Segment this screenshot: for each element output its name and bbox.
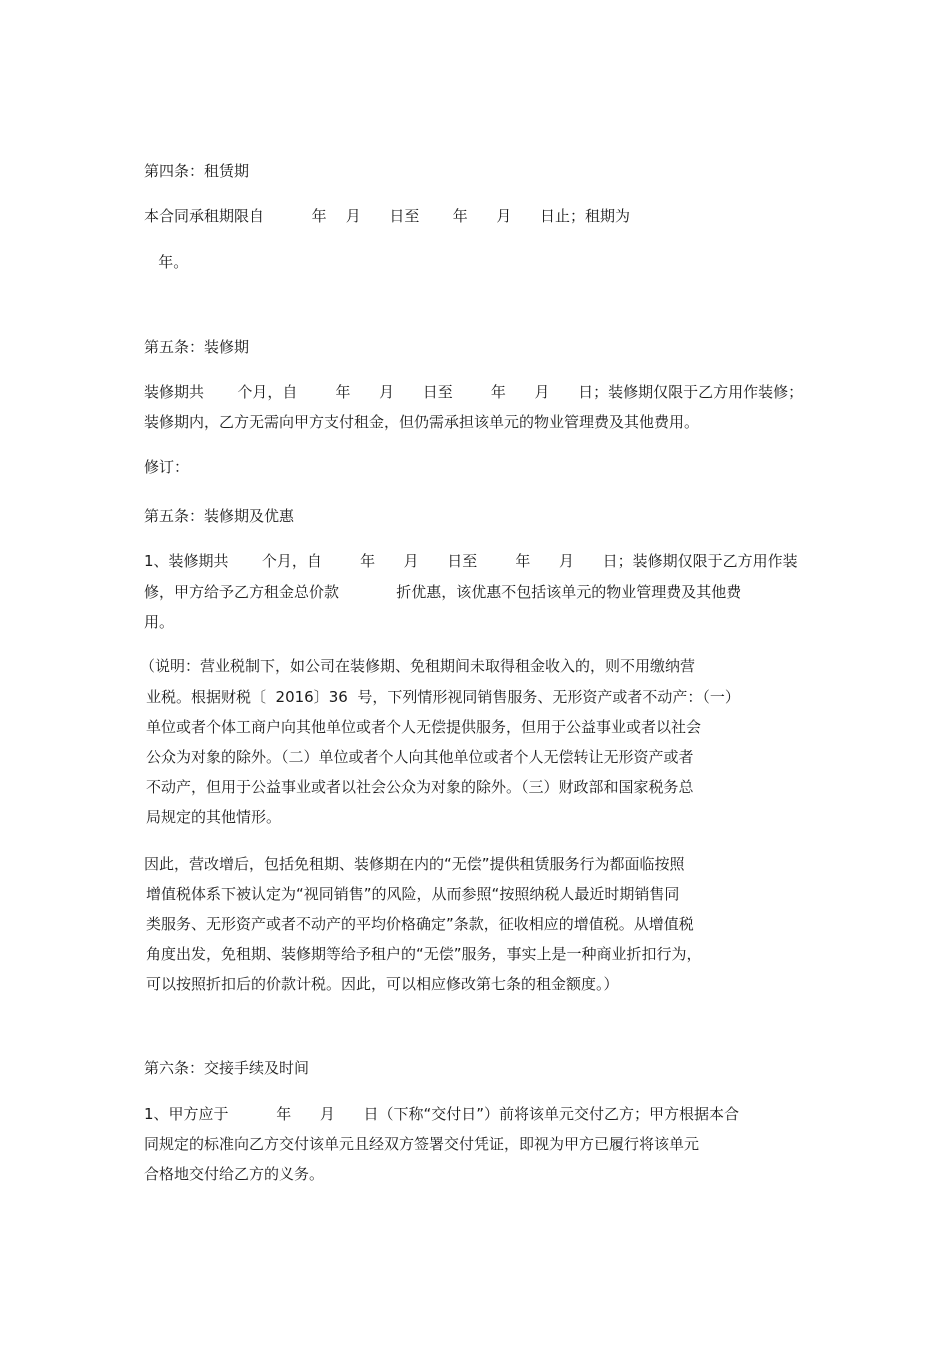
article-6-text-line: 同规定的标准向乙方交付该单元且经双方签署交付凭证，即视为甲方已履行将该单元 [144,1135,700,1153]
article-4-text-line: 本合同承租期限自 年 月 日至 年 月 日止；租期为 [144,207,630,225]
article-6-heading: 第六条：交接手续及时间 [144,1059,310,1077]
tax-note-line: 局规定的其他情形。 [146,808,282,826]
article-5-revised-text-line: 1、装修期共 个月，自 年 月 日至 年 月 日；装修期仅限于乙方用作装 [144,552,798,570]
article-4-heading: 第四条：租赁期 [144,162,250,180]
article-5-revised-text-line: 修，甲方给予乙方租金总价款 折优惠，该优惠不包括该单元的物业管理费及其他费 [144,583,742,601]
article-5-text-line: 装修期内，乙方无需向甲方支付租金，但仍需承担该单元的物业管理费及其他费用。 [144,413,700,431]
tax-note-line: 单位或者个体工商户向其他单位或者个人无偿提供服务，但用于公益事业或者以社会 [146,718,702,736]
tax-note-line: 不动产，但用于公益事业或者以社会公众为对象的除外。（三）财政部和国家税务总 [146,778,694,796]
explanation-line: 可以按照折扣后的价款计税。因此，可以相应修改第七条的租金额度。） [146,975,619,993]
article-4-text-line: 年。 [144,253,189,271]
article-5-revised-heading: 第五条：装修期及优惠 [144,507,295,525]
article-5-revised-text-line: 用。 [144,613,175,631]
explanation-line: 角度出发，免租期、装修期等给予租户的“无偿”服务，事实上是一种商业折扣行为， [146,945,702,963]
explanation-line: 增值税体系下被认定为“视同销售”的风险，从而参照“按照纳税人最近时期销售同 [146,885,680,903]
tax-note-line: （说明：营业税制下，如公司在装修期、免租期间未取得租金收入的，则不用缴纳营 [140,657,696,675]
article-5-heading: 第五条：装修期 [144,338,250,356]
article-6-text-line: 1、甲方应于 年 月 日（下称“交付日”）前将该单元交付乙方；甲方根据本合 [144,1105,739,1123]
explanation-line: 类服务、无形资产或者不动产的平均价格确定”条款，征收相应的增值税。从增值税 [146,915,694,933]
revision-label: 修订： [144,458,190,476]
tax-note-line: 公众为对象的除外。（二）单位或者个人向其他单位或者个人无偿转让无形资产或者 [146,748,694,766]
article-5-text-line: 装修期共 个月，自 年 月 日至 年 月 日；装修期仅限于乙方用作装修； [144,383,804,401]
article-6-text-line: 合格地交付给乙方的义务。 [144,1165,325,1183]
explanation-line: 因此，营改增后，包括免租期、装修期在内的“无偿”提供租赁服务行为都面临按照 [144,855,685,873]
tax-note-line: 业税。根据财税〔 2016〕36 号，下列情形视同销售服务、无形资产或者不动产：（一） [146,688,740,706]
